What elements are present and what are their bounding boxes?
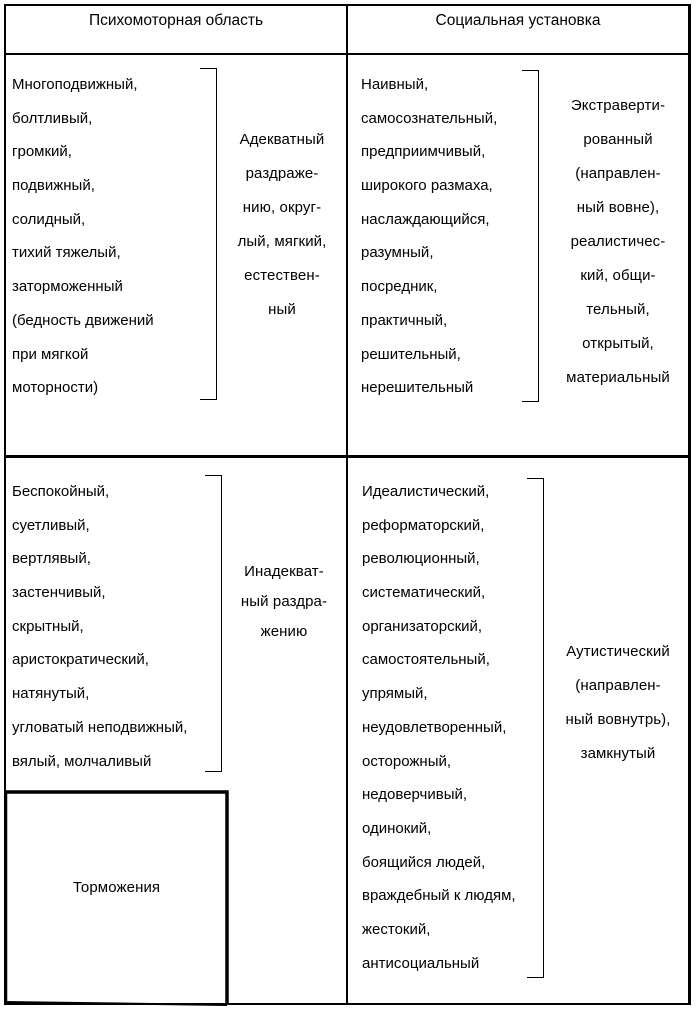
list-item: Идеалистический,: [362, 483, 490, 500]
list-item: вертлявый,: [12, 550, 91, 568]
list-item: боящийся людей,: [362, 853, 486, 871]
label-line: ный раздра-: [240, 593, 328, 610]
list-item: аристократический,: [12, 651, 149, 669]
list-item: антисоциальный: [362, 954, 480, 972]
list-item: нерешительный: [361, 379, 474, 397]
list-item: осторожный,: [362, 752, 452, 770]
list-item: посредник,: [361, 278, 438, 296]
social-autistic-bracket: [527, 478, 544, 978]
list-item: враждебный к людям,: [362, 887, 516, 905]
list-item: одинокий,: [362, 819, 432, 837]
list-item: солидный,: [12, 210, 86, 228]
label-line: (направлен-: [575, 165, 661, 182]
header-social: Социальная установка: [435, 12, 601, 29]
label-line: Адекватный: [239, 131, 325, 148]
list-item: суетливый,: [12, 516, 90, 534]
list-item: угловатый неподвижный,: [12, 718, 188, 736]
label-line: нию, округ-: [242, 199, 322, 216]
label-line: реалистичес-: [570, 233, 666, 250]
list-item: застенчивый,: [12, 584, 106, 602]
list-item: громкий,: [12, 143, 72, 161]
inhibition-label: Торможения: [72, 879, 161, 896]
list-item: реформаторский,: [362, 516, 485, 534]
list-item: самосознательный,: [361, 109, 498, 127]
list-item: революционный,: [362, 550, 480, 568]
label-line: (направлен-: [575, 677, 661, 694]
label-line: жению: [260, 623, 308, 640]
list-item: неудовлетворенный,: [362, 718, 507, 736]
label-line: материальный: [566, 369, 670, 386]
label-line: ный: [268, 301, 296, 318]
label-line: Аутистический: [566, 643, 670, 660]
label-line: тельный,: [586, 301, 650, 318]
list-item: жестокий,: [362, 920, 431, 938]
list-item: тихий тяжелый,: [12, 244, 121, 262]
list-item: разумный,: [361, 244, 434, 262]
label-line: рованный: [583, 131, 653, 148]
label-line: лый, мягкий,: [237, 233, 327, 250]
list-item: упрямый,: [362, 685, 428, 703]
list-item: практичный,: [361, 311, 448, 329]
list-item: недоверчивый,: [362, 786, 468, 804]
label-line: ный вовнутрь),: [565, 711, 671, 728]
list-item: Наивный,: [361, 76, 429, 93]
label-line: Инадекват-: [244, 563, 324, 580]
list-item: Беспокойный,: [12, 483, 110, 500]
label-line: Экстраверти-: [570, 97, 666, 114]
list-item: наслаждающийся,: [361, 210, 490, 228]
label-line: естествен-: [244, 267, 320, 284]
label-line: кий, общи-: [580, 267, 656, 284]
list-item: решительный,: [361, 345, 461, 363]
list-item: самостоятельный,: [362, 651, 490, 669]
list-item: при мягкой: [12, 345, 89, 363]
label-line: замкнутый: [580, 745, 656, 762]
list-item: натянутый,: [12, 685, 90, 703]
list-item: (бедность движений: [12, 311, 154, 329]
social-autistic-list: [362, 482, 516, 987]
list-item: организаторский,: [362, 617, 483, 635]
list-item: вялый, молчаливый: [12, 752, 152, 770]
list-item: широкого размаха,: [361, 177, 493, 195]
list-item: моторности): [12, 379, 99, 397]
list-item: болтливый,: [12, 109, 93, 127]
social-autistic-label: [550, 642, 686, 778]
list-item: скрытный,: [12, 617, 84, 635]
list-item: заторможенный: [12, 278, 123, 296]
list-item: систематический,: [362, 584, 486, 602]
header-psychomotor: Психомоторная область: [88, 12, 264, 29]
label-line: раздраже-: [245, 165, 319, 182]
list-item: подвижный,: [12, 177, 95, 195]
label-line: ный вовне),: [576, 199, 660, 216]
list-item: предприимчивый,: [361, 143, 486, 161]
label-line: открытый,: [582, 335, 654, 352]
list-item: Многоподвижный,: [12, 76, 138, 93]
